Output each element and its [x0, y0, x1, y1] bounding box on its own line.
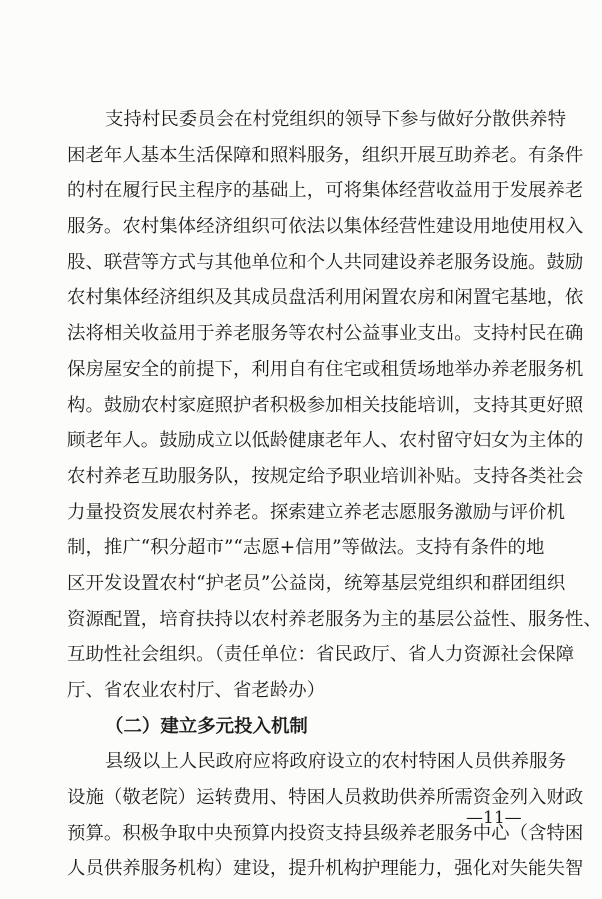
paragraph-line: 县级以上人民政府应将政府设立的农村特困人员供养服务 [105, 751, 567, 773]
paragraph-line: 设施（敬老院）运转费用、特困人员救助供养所需资金列入财政 [67, 787, 584, 809]
section-heading: （二）建立多元投入机制 [105, 715, 308, 737]
paragraph-line: 力量投资发展农村养老。探索建立养老志愿服务激励与评价机 [67, 501, 565, 523]
paragraph-line: 股、联营等方式与其他单位和个人共同建设养老服务设施。鼓励 [67, 251, 584, 273]
paragraph-line: 的村在履行民主程序的基础上，可将集体经营收益用于发展养老 [67, 180, 584, 202]
paragraph-line: 服务。农村集体经济组织可依法以集体经营性建设用地使用权入 [67, 216, 584, 238]
paragraph-line: 困老年人基本生活保障和照料服务，组织开展互助养老。有条件 [67, 144, 584, 166]
paragraph-line: 制，推广“积分超市”“志愿+信用”等做法。支持有条件的地 [67, 537, 545, 559]
paragraph-line: 区开发设置农村“护老员”公益岗，统筹基层党组织和群团组织 [67, 572, 566, 594]
paragraph-line: 互助性社会组织。（责任单位：省民政厅、省人力资源社会保障 [67, 644, 575, 666]
paragraph-line: 厅、省农业农村厅、省老龄办） [67, 680, 326, 701]
paragraph-line: 法将相关收益用于养老服务等农村公益事业支出。支持村民在确 [67, 323, 584, 345]
body-text [67, 102, 602, 887]
paragraph-line: 顾老年人。鼓励成立以低龄健康老年人、农村留守妇女为主体的 [67, 430, 584, 452]
page-number: —11— [466, 808, 522, 828]
paragraph-line: 农村养老互助服务队，按规定给予职业培训补贴。支持各类社会 [67, 465, 584, 487]
paragraph-line: 资源配置，培育扶持以农村养老服务为主的基层公益性、服务性、 [67, 608, 602, 630]
paragraph-line: 保房屋安全的前提下，利用自有住宅或租赁场地举办养老服务机 [67, 358, 584, 380]
paragraph-line: 预算。积极争取中央预算内投资支持县级养老服务中心（含特困 [67, 822, 584, 844]
paragraph-line: 人员供养服务机构）建设，提升机构护理能力，强化对失能失智 [67, 858, 584, 880]
paragraph-line: 农村集体经济组织及其成员盘活利用闲置农房和闲置宅基地，依 [67, 287, 584, 309]
paragraph-line: 支持村民委员会在村党组织的领导下参与做好分散供养特 [105, 109, 567, 130]
paragraph-line: 构。鼓励农村家庭照护者积极参加相关技能培训，支持其更好照 [67, 394, 584, 416]
